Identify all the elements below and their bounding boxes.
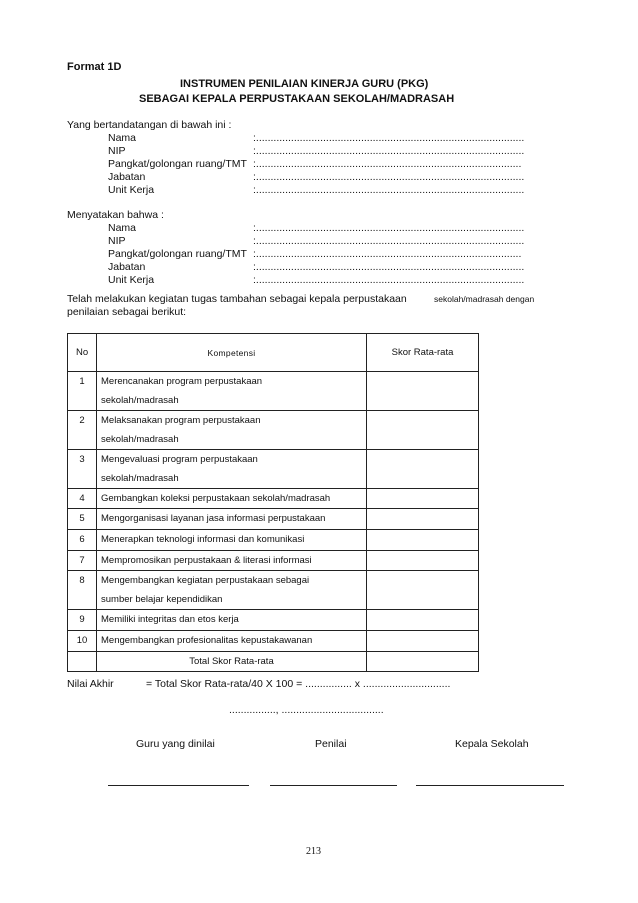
row-score-cell[interactable] — [367, 509, 479, 530]
field-dots: :............................................................................................ — [253, 235, 525, 247]
field-label: Pangkat/golongan ruang/TMT — [108, 158, 247, 170]
table-row — [68, 509, 479, 530]
row-score-cell[interactable] — [367, 450, 479, 489]
field-label: Nama — [108, 222, 137, 234]
table-row — [68, 489, 479, 509]
total-score-cell[interactable] — [367, 652, 479, 672]
place-date: ................, ................................... — [229, 704, 384, 716]
competency-line-2: sumber belajar kependidikan — [101, 594, 223, 605]
table-row — [68, 450, 479, 489]
page-number: 213 — [306, 846, 321, 857]
competency-line-2: sekolah/madrasah — [101, 473, 179, 484]
row-number: 1 — [68, 372, 97, 411]
field-label: Jabatan — [108, 171, 146, 183]
table-row — [68, 411, 479, 450]
row-score-cell[interactable] — [367, 571, 479, 610]
row-competency: Memiliki integritas dan etos kerja — [97, 610, 367, 631]
row-competency: Gembangkan koleksi perpustakaan sekolah/madrasah — [97, 489, 367, 509]
field-label: NIP — [108, 235, 126, 247]
row-competency — [97, 411, 367, 450]
row-competency — [97, 450, 367, 489]
row-competency — [97, 571, 367, 610]
table-total-row — [68, 652, 479, 672]
competency-line-1: Merencanakan program perpustakaan — [101, 376, 263, 387]
header-no: No — [68, 334, 97, 372]
field-dots: :............................................................................................ — [253, 261, 525, 273]
row-score-cell[interactable] — [367, 631, 479, 652]
table-row — [68, 530, 479, 551]
row-competency: Menerapkan teknologi informasi dan komunikasi — [97, 530, 367, 551]
competency-table — [67, 333, 479, 672]
statement-line-1a: Telah melakukan kegiatan tugas tambahan sebagai kepala perpustakaan — [67, 293, 407, 305]
row-score-cell[interactable] — [367, 610, 479, 631]
title-line-2: SEBAGAI KEPALA PERPUSTAKAAN SEKOLAH/MADRASAH — [139, 93, 455, 105]
nilai-akhir-formula: = Total Skor Rata-rata/40 X 100 = ................ x .............................. — [146, 678, 451, 690]
competency-line-2: sekolah/madrasah — [101, 395, 179, 406]
signature-line-kepala — [416, 785, 564, 786]
field-dots: :............................................................................................ — [253, 274, 525, 286]
statement-line-2: penilaian sebagai berikut: — [67, 306, 187, 318]
field-dots: :........................................................................................... — [253, 248, 522, 260]
signature-label-penilai: Penilai — [315, 738, 347, 750]
field-label: Jabatan — [108, 261, 146, 273]
section2-intro: Menyatakan bahwa : — [67, 209, 164, 221]
signature-label-guru: Guru yang dinilai — [136, 738, 215, 750]
row-score-cell[interactable] — [367, 530, 479, 551]
signature-line-guru — [108, 785, 249, 786]
row-number: 9 — [68, 610, 97, 631]
table-row — [68, 551, 479, 571]
header-kompetensi: Kompetensi — [97, 334, 367, 372]
row-competency: Mempromosikan perpustakaan & literasi informasi — [97, 551, 367, 571]
field-label: Nama — [108, 132, 137, 144]
header-skor: Skor Rata-rata — [367, 334, 479, 372]
field-dots: :............................................................................................ — [253, 184, 525, 196]
competency-line-1: Melaksanakan program perpustakaan — [101, 415, 261, 426]
row-competency — [97, 372, 367, 411]
field-dots: :........................................................................................... — [253, 158, 522, 170]
field-label: Unit Kerja — [108, 274, 155, 286]
row-number: 4 — [68, 489, 97, 509]
row-number: 3 — [68, 450, 97, 489]
signature-line-penilai — [270, 785, 397, 786]
signature-label-kepala: Kepala Sekolah — [455, 738, 529, 750]
field-dots: :............................................................................................ — [253, 222, 525, 234]
table-row — [68, 571, 479, 610]
row-number: 7 — [68, 551, 97, 571]
competency-line-2: sekolah/madrasah — [101, 434, 179, 445]
table-row — [68, 610, 479, 631]
total-empty-cell — [68, 652, 97, 672]
field-label: Pangkat/golongan ruang/TMT — [108, 248, 247, 260]
field-label: Unit Kerja — [108, 184, 155, 196]
row-score-cell[interactable] — [367, 551, 479, 571]
total-label: Total Skor Rata-rata — [97, 652, 367, 672]
row-score-cell[interactable] — [367, 372, 479, 411]
row-competency: Mengembangkan profesionalitas kepustakawanan — [97, 631, 367, 652]
field-label: NIP — [108, 145, 126, 157]
row-number: 6 — [68, 530, 97, 551]
field-dots: :............................................................................................ — [253, 171, 525, 183]
statement-line-1b: sekolah/madrasah dengan — [434, 294, 535, 304]
field-dots: :............................................................................................ — [253, 145, 525, 157]
row-number: 5 — [68, 509, 97, 530]
row-score-cell[interactable] — [367, 411, 479, 450]
title-line-1: INSTRUMEN PENILAIAN KINERJA GURU (PKG) — [180, 78, 429, 90]
row-competency: Mengorganisasi layanan jasa informasi perpustakaan — [97, 509, 367, 530]
table-header-row — [68, 334, 479, 372]
format-label: Format 1D — [67, 61, 122, 73]
row-number: 2 — [68, 411, 97, 450]
row-number: 8 — [68, 571, 97, 610]
section1-intro: Yang bertandatangan di bawah ini : — [67, 119, 232, 131]
row-score-cell[interactable] — [367, 489, 479, 509]
competency-line-1: Mengembangkan kegiatan perpustakaan sebagai — [101, 575, 310, 586]
competency-line-1: Mengevaluasi program perpustakaan — [101, 454, 258, 465]
nilai-akhir-label: Nilai Akhir — [67, 678, 114, 690]
field-dots: :............................................................................................ — [253, 132, 525, 144]
row-number: 10 — [68, 631, 97, 652]
table-row — [68, 631, 479, 652]
table-row — [68, 372, 479, 411]
